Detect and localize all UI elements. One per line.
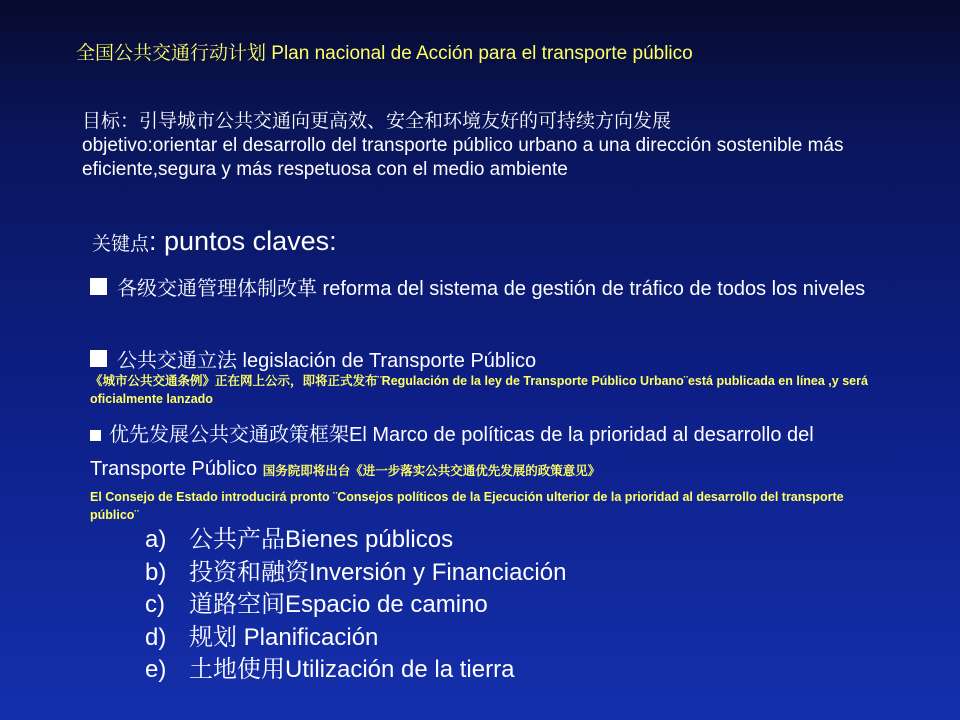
key-point-note-inline: 国务院即将出台《进一步落实公共交通优先发展的政策意见》 [262,464,601,478]
sub-list-letter: e) [145,656,167,683]
sub-list-item [145,622,566,655]
key-point-2 [90,344,880,408]
sub-list-item [145,557,566,590]
key-point-text: 优先发展公共交通政策框架El Marco de políticas de la prioridad al desarrollo del Transporte Público [90,424,814,480]
bullet-square-icon [90,278,107,295]
slide-title: 全国公共交通行动计划 Plan nacional de Acción para el transporte público [76,43,693,64]
objective-es: objetivo:orientar el desarrollo del transporte público urbano a una dirección sostenible más eficiente,segura y más respetuosa con el medio ambiente [82,135,844,180]
bullet-square-icon [90,430,101,441]
key-point-note: 《城市公共交通条例》正在网上公示，即将正式发布¨Regulación de la ley de Transporte Público Urbano¨está publicada en línea ,y será oficialmente lanzado [90,374,868,406]
sub-list-item [145,589,566,622]
key-point-1 [90,272,880,306]
key-points-label-es: : puntos claves: [149,226,337,256]
key-point-text: 公共交通立法 legislación de Transporte Público [117,350,537,372]
objective-block [82,110,862,182]
sub-list-letter: a) [145,526,167,553]
key-point-text: 各级交通管理体制改革 reforma del sistema de gestión de tráfico de todos los niveles [117,278,866,300]
sub-list-item [145,524,566,557]
sub-list-letter: c) [145,591,165,618]
key-point-3 [90,418,880,524]
sub-list-letter: d) [145,623,167,651]
sub-list-text: 规划 Planificación [189,623,379,651]
bullet-square-icon [90,350,107,367]
sub-list-item [145,654,566,687]
key-point-note: El Consejo de Estado introducirá pronto ¨Consejos políticos de la Ejecución ulterior de la prioridad al desarrollo del transporte público¨ [90,490,844,522]
sub-list-text: 投资和融资Inversión y Financiación [189,558,567,586]
sub-list-text: 公共产品Bienes públicos [189,526,454,553]
sub-list-text: 道路空间Espacio de camino [189,591,488,618]
key-points-heading [92,226,337,257]
sub-list-letter: b) [145,558,167,586]
sub-list-text: 土地使用Utilización de la tierra [189,656,515,683]
sub-list [145,524,566,687]
key-points-label-zh: 关键点 [92,234,150,255]
objective-zh: 目标：引导城市公共交通向更高效、安全和环境友好的可持续方向发展 [82,111,672,132]
